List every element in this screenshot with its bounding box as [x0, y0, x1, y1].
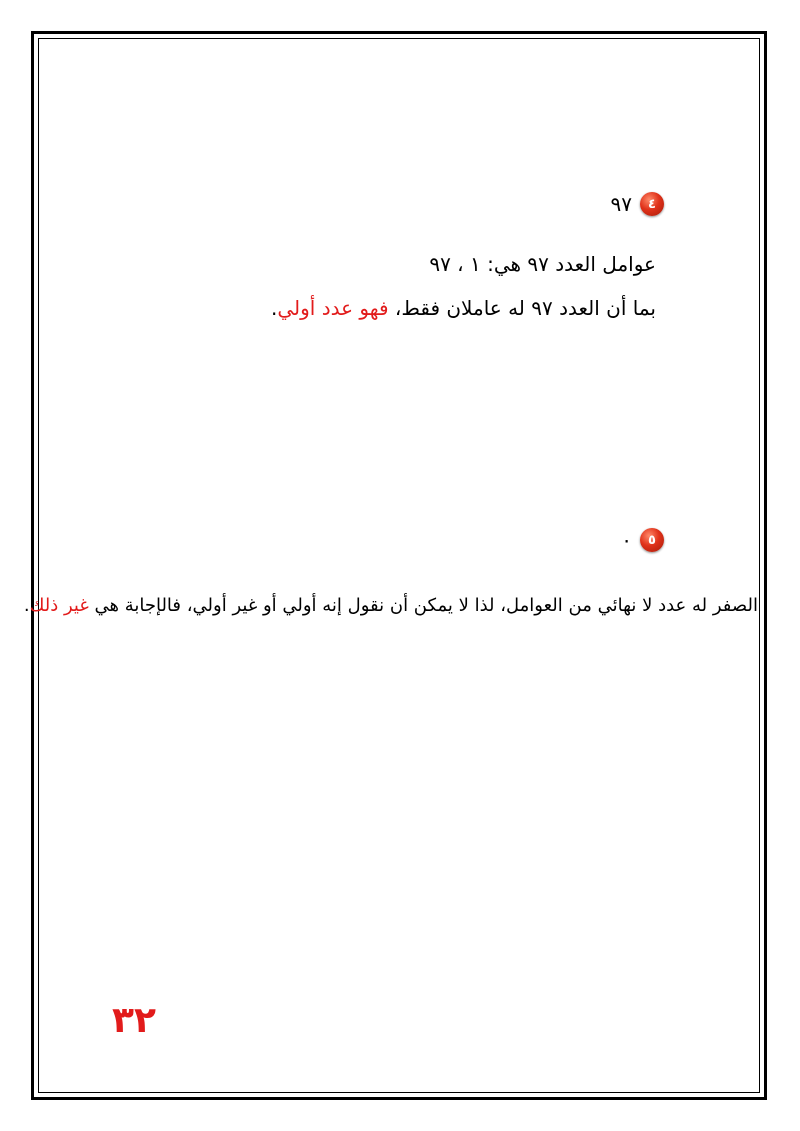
conclusion-highlight: فهو عدد أولي [277, 296, 389, 320]
conclusion-text: بما أن العدد ٩٧ له عاملان فقط، [388, 296, 656, 320]
zero-explanation-end: . [23, 595, 30, 616]
zero-explanation-text: الصفر له عدد لا نهائي من العوامل، لذا لا يمكن أن نقول إنه أولي أو غير أولي، فالإجابة هي [88, 595, 758, 616]
page-number: ٣٢ [112, 1000, 156, 1041]
question-4-header [611, 192, 664, 216]
question-value: ٠ [621, 528, 632, 552]
question-number-badge: ٥ [640, 528, 664, 552]
factors-line [429, 252, 656, 276]
conclusion-line [271, 296, 656, 320]
zero-explanation-line [24, 595, 758, 617]
question-5-header [621, 528, 664, 552]
question-value: ٩٧ [610, 192, 632, 216]
question-number-badge: ٤ [640, 192, 664, 216]
factors-text: عوامل العدد ٩٧ هي: ١ ، ٩٧ [429, 252, 656, 276]
conclusion-end: . [271, 296, 278, 320]
zero-explanation-highlight: غير ذلك [29, 595, 89, 616]
